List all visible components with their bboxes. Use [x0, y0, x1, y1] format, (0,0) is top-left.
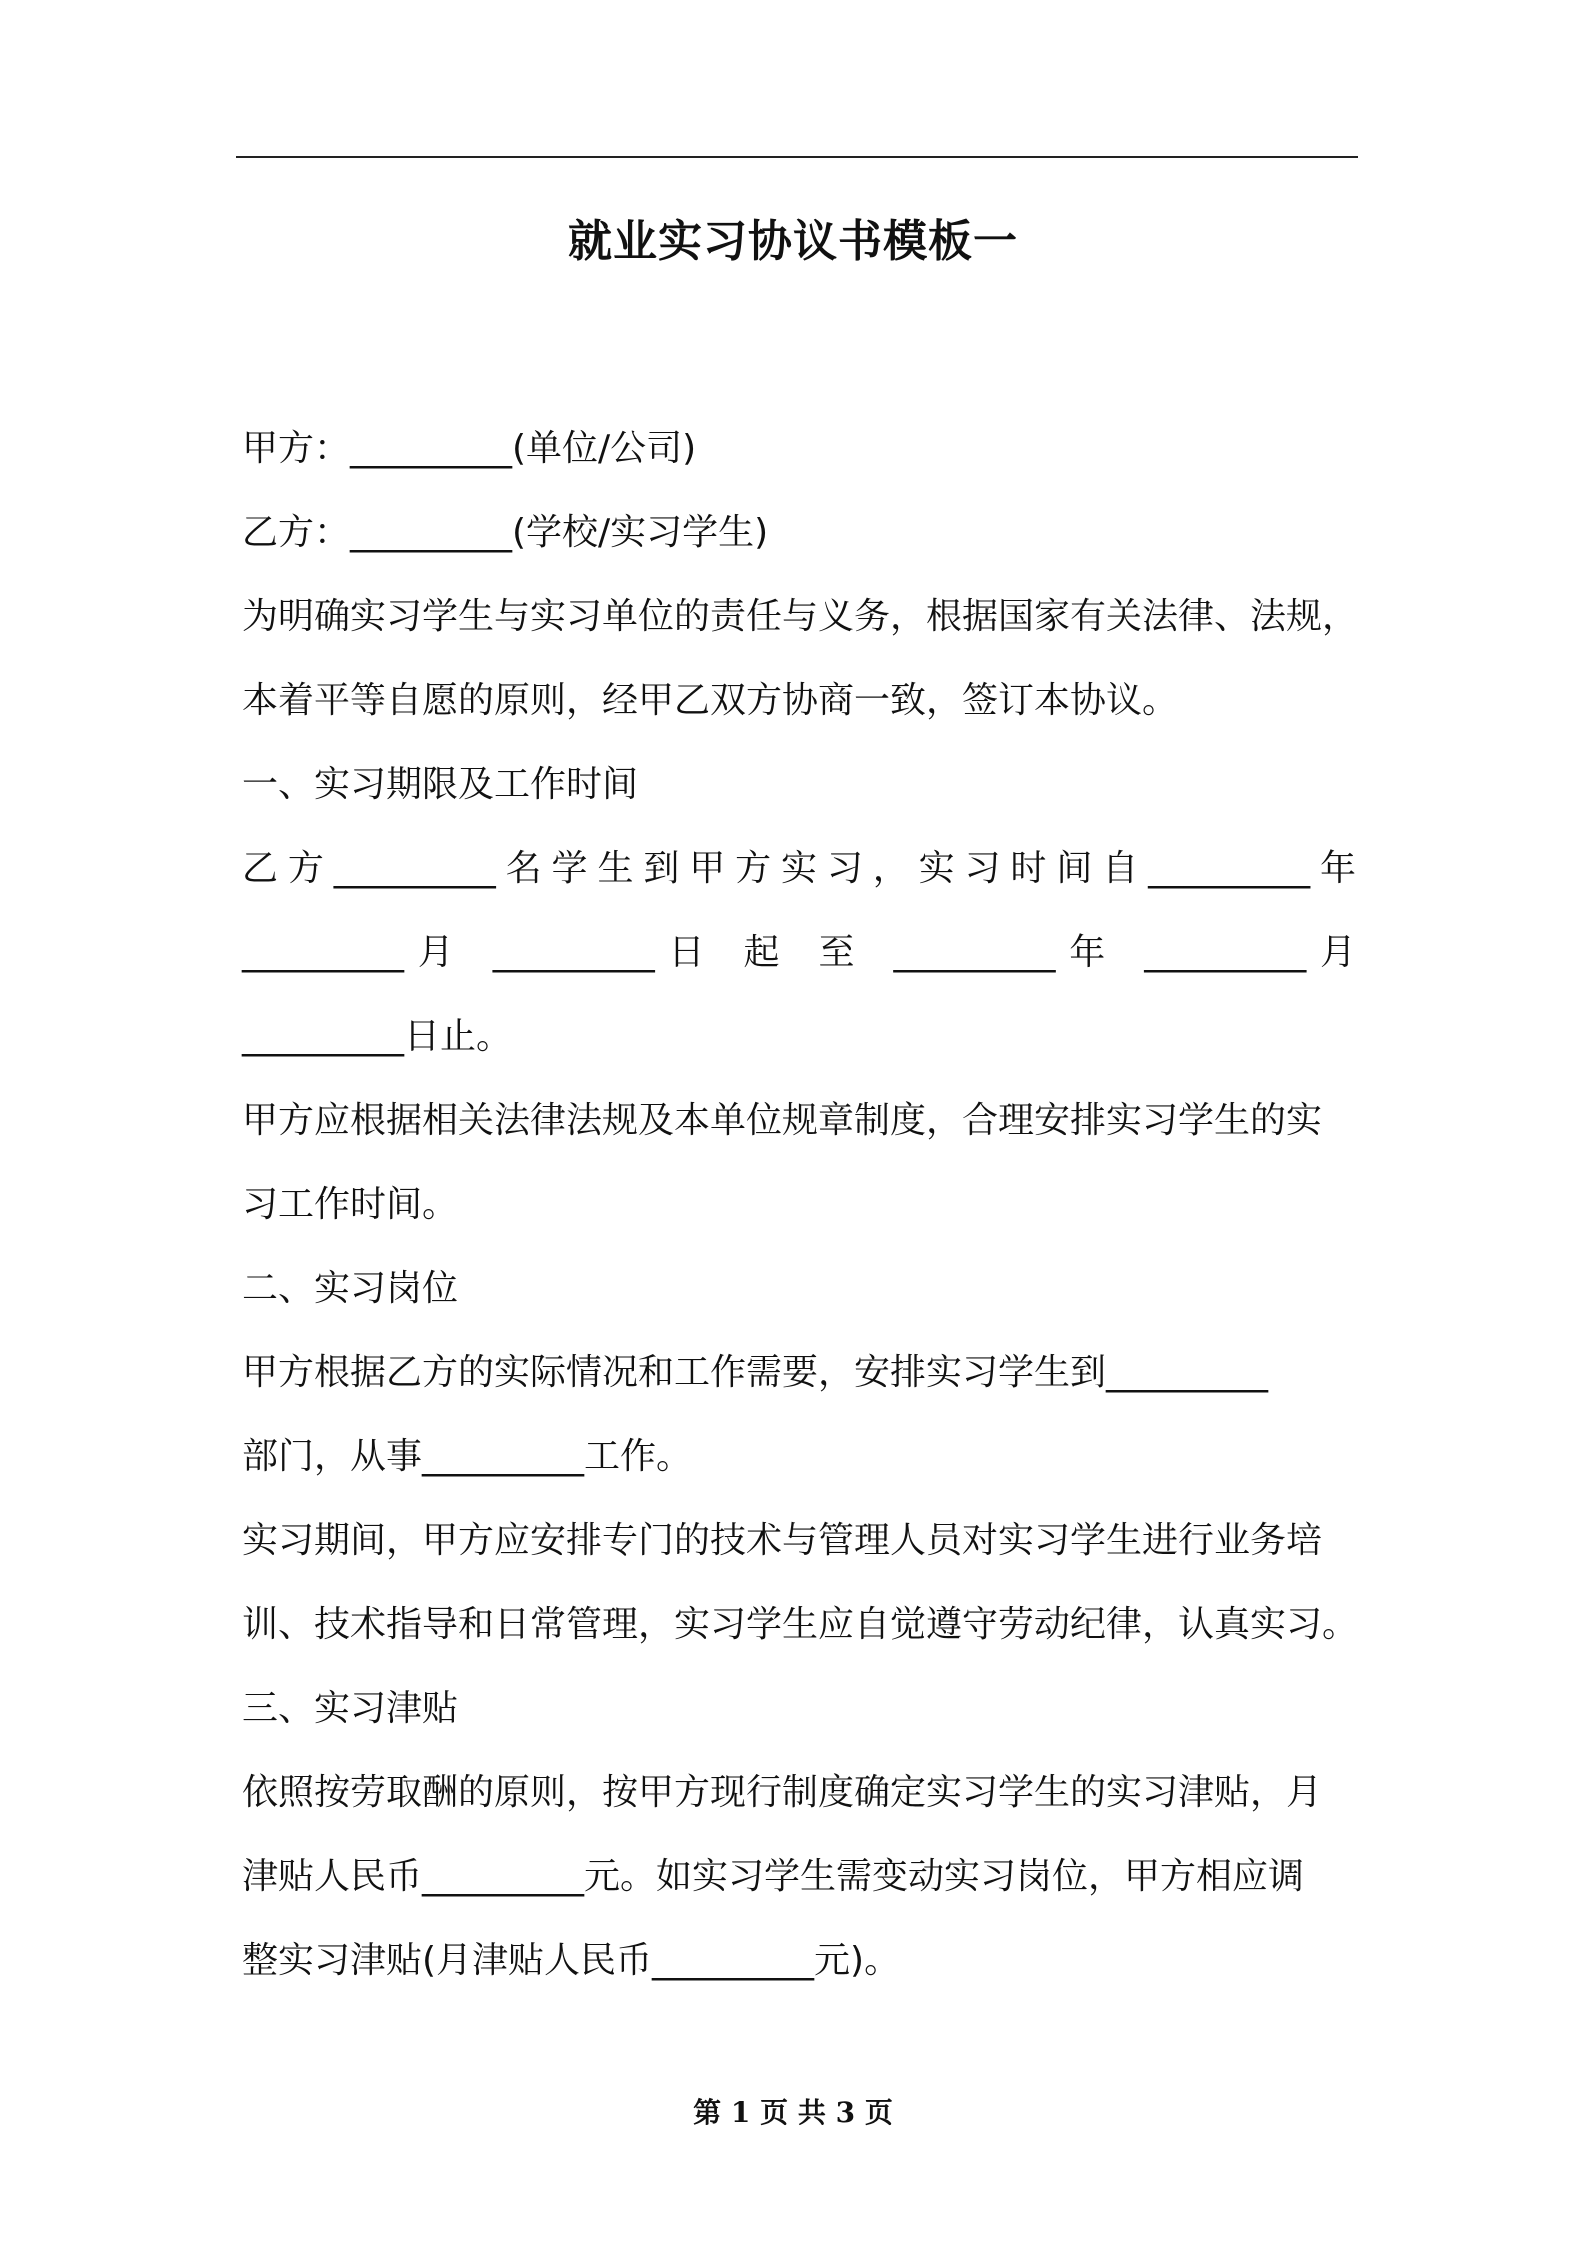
- section-1-heading: 一、实习期限及工作时间: [242, 764, 639, 805]
- section-3-line-1: 依照按劳取酬的原则，按甲方现行制度确定实习学生的实习津贴，月: [242, 1772, 1323, 1813]
- party-b-line: 乙方：_________(学校/实习学生): [242, 512, 769, 553]
- section-3-heading: 三、实习津贴: [242, 1688, 459, 1729]
- party-a-line: 甲方：_________(单位/公司): [242, 428, 697, 469]
- preamble-line-1: 为明确实习学生与实习单位的责任与义务，根据国家有关法律、法规，: [242, 596, 1359, 637]
- section-1-line-2: _________月 _________日 起 至 _________年 _________月: [242, 932, 1356, 973]
- page-footer: 第 1 页 共 3 页: [693, 2096, 893, 2129]
- document-body: [242, 407, 1359, 2003]
- section-1-line-4: 甲方应根据相关法律法规及本单位规章制度，合理安排实习学生的实: [242, 1100, 1323, 1141]
- header-rule: [236, 156, 1358, 158]
- section-2-line-3: 实习期间，甲方应安排专门的技术与管理人员对实习学生进行业务培: [242, 1520, 1323, 1561]
- section-1-line-3: _________日止。: [242, 1016, 513, 1057]
- section-3-line-2: 津贴人民币_________元。如实习学生需变动实习岗位，甲方相应调: [242, 1856, 1305, 1897]
- section-3-line-3: 整实习津贴(月津贴人民币_________元)。: [242, 1940, 901, 1981]
- section-1-line-5: 习工作时间。: [242, 1184, 459, 1225]
- section-2-line-1: 甲方根据乙方的实际情况和工作需要，安排实习学生到_________: [242, 1352, 1269, 1393]
- section-2-line-2: 部门，从事_________工作。: [242, 1436, 693, 1477]
- section-1-line-1: 乙方_________名学生到甲方实习，实习时间自_________年: [242, 848, 1356, 889]
- section-2-line-4: 训、技术指导和日常管理，实习学生应自觉遵守劳动纪律，认真实习。: [242, 1604, 1359, 1645]
- preamble-line-2: 本着平等自愿的原则，经甲乙双方协商一致，签订本协议。: [242, 680, 1179, 721]
- document-title: 就业实习协议书模板一: [568, 216, 1018, 267]
- section-2-heading: 二、实习岗位: [242, 1268, 459, 1309]
